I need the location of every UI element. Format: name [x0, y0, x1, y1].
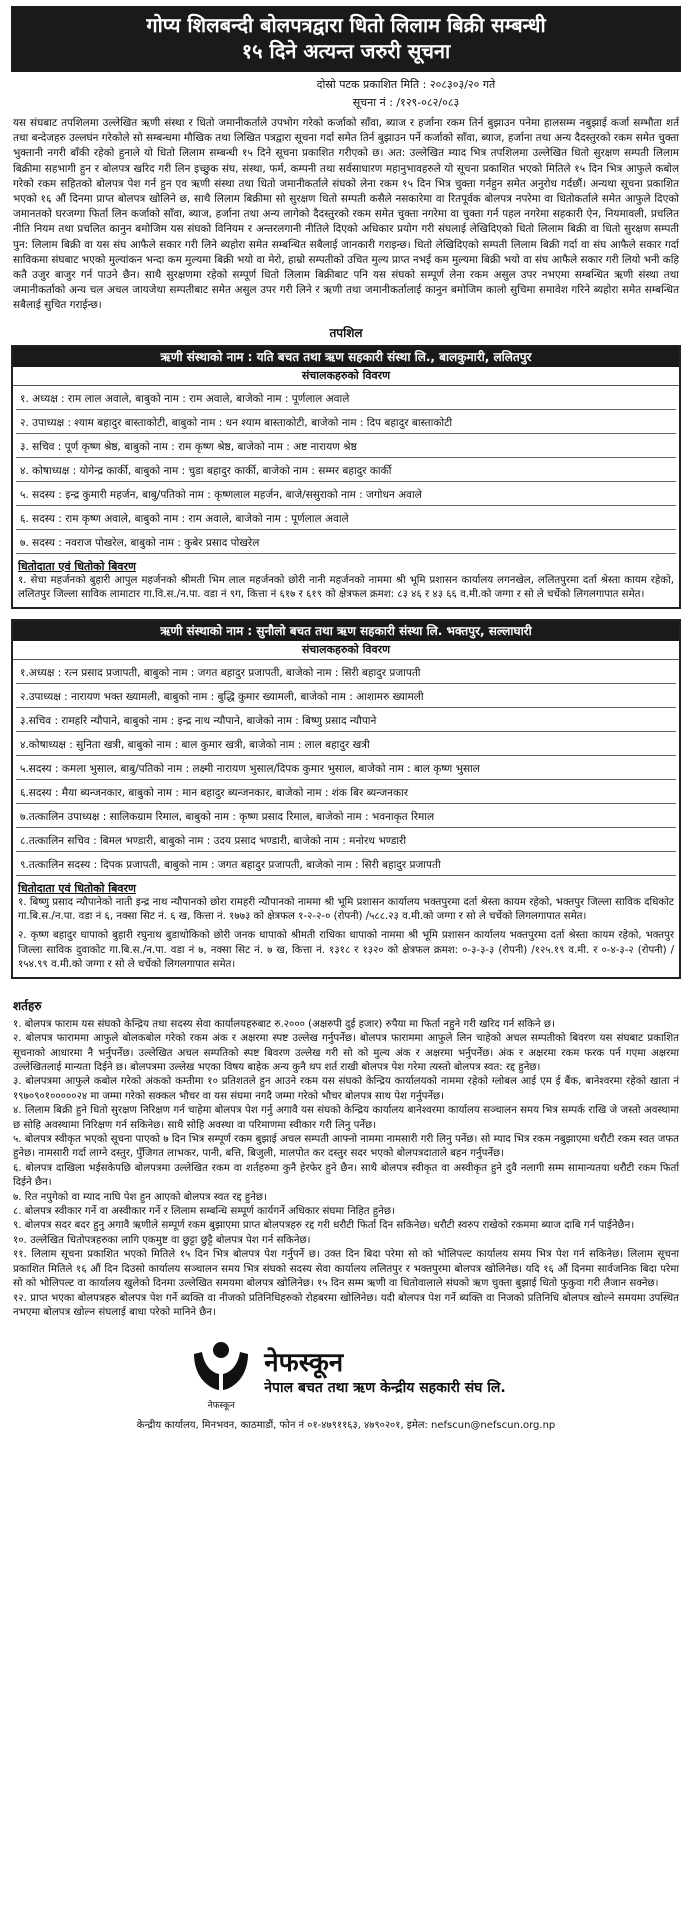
notice-subtitle: १५ दिने अत्यन्त जरुरी सूचना [241, 39, 451, 63]
board-member: १.अध्यक्ष : रत्न प्रसाद प्रजापती, बाबुको नाम : जगत बहादुर प्रजापती, बाजेको नाम : सिरी बहादुर प्रजापती [16, 663, 676, 684]
notice-page [11, 6, 681, 1431]
term-item: ३. बोलपत्रमा आफुले कबोल गरेको अंकको कम्तीमा १० प्रतिशतले हुन आउने रकम यस संघको केन्द्रिय कार्यालयको नाममा रहेको ग्लोबल आई एम ई बैंक, बानेश्वरमा रहेको खाता नं १९७०९०१०००००२४ मा जम्मा गरेको सक्कल भौचर वा यस संघमा नगदै जम्मा गरेको भौचर बोलपत्र साथ पेश गर्नुपर्नेछ। [13, 1076, 679, 1102]
term-item: ४. लिलाम बिक्री हुने धितो सुरक्षण निरिक्षण गर्न चाहेमा बोलपत्र पेश गर्नु अगावै यस संघको केन्द्रिय कार्यालय बानेश्वरमा कार्यालय सञ्चालन समय भित्र सम्पर्क राखि जे जस्तो अवस्थामा छ सोहि अवस्थामा निरिक्षण गर्न सकिनेछ। साथै सोहि अवस्था वा परिमाणमा स्वीकार गरी लिनु पर्नेछ। [13, 1105, 679, 1131]
publication-info [11, 76, 681, 112]
board-member: १. अध्यक्ष : राम लाल अवाले, बाबुको नाम : राम अवाले, बाजेको नाम : पूर्णलाल अवाले [16, 389, 676, 410]
brand-name: नेफस्कून [264, 1347, 344, 1378]
term-item: ७. रित नपुगेको वा म्याद नाघि पेश हुन आएको बोलपत्र स्वत रद्द हुनेछ। [13, 1191, 267, 1203]
org-1-collateral-text: १. सेचा महर्जनको बुहारी आपुल महर्जनको श्रीमती भिम लाल महर्जनको छोरी नानी महर्जनको नाममा श्री भूमि प्रशासन कार्यालय लगनखेल, ललितपुरमा दर्ता श्रेस्ता कायम रहेको, ललितपुर जिल्ला साविक लामाटार गा.वि.स./न.पा. वडा नं ९ग, कित्ता नं ६१७ र ६१९ को क्षेत्रफल क्रमश: ८३ ४६ र ४३ ६६ व.मी.को जग्गा र सो ले चर्चेको लिगलगापात समेत। [18, 574, 674, 601]
board-member: ८.तत्कालिन सचिव : बिमल भण्डारी, बाबुको नाम : उदय प्रसाद भण्डारी, बाजेको नाम : मनोरथ भण्डारी [16, 831, 676, 852]
org-2-collateral-item: २. कृष्ण बहादुर धापाको बुहारी रघुनाथ बुडाथोकिको छोरी जनक धापाको श्रीमती राधिका धापाको नाममा श्री भूमि प्रशासन कार्यालय भक्तपुरमा दर्ता श्रेस्ता कायम रहेको, भक्तपुर जिल्ला साविक दुवाकोट गा.बि.स./न.पा. वडा नं ७, नक्सा सिट नं. ७ ख, कित्ता नं. १३१८ र १३२० को क्षेत्रफल क्रमश: ०-३-३-३ (रोपनी) /१२५.१९ व.मी. र ०-४-३-२ (रोपनी) /१५४.९९ व.मी.को जग्गा र सो ले चर्चेको लिगलगापात समेत। [18, 930, 674, 971]
org-2-board-heading: संचालकहरुको विवरण [13, 641, 679, 660]
footer-address: केन्द्रीय कार्यालय, मिनभवन, काठमाडौं, फोन नं ०१-४७९११६३, ४७९०२०१, इमेल: nefscun@nefscun.org.np [136, 1420, 556, 1432]
nefscun-logo [186, 1334, 256, 1411]
brand-block [264, 1348, 506, 1398]
board-member: ४.कोषाध्यक्ष : सुनिता खत्री, बाबुको नाम : बाल कुमार खत्री, बाजेको नाम : लाल बहादुर खत्री [16, 735, 676, 756]
publication-date: दोस्रो पटक प्रकाशित मिति : २०८३०३/२० गते [316, 78, 496, 91]
term-item: ९. बोलपत्र सदर बदर हुनु अगावै ऋणीले सम्पूर्ण रकम बुझाएमा प्राप्त बोलपत्रहरु रद्द गरी धरौटी फिर्ता दिन सकिनेछ। धरौटी स्वरुप राखेको रकममा ब्याज दाबि गर्न पाईनेछैन। [13, 1220, 635, 1232]
footer [11, 1334, 681, 1411]
board-member: ३. सचिव : पूर्ण कृष्ण श्रेष्ठ, बाबुको नाम : राम कृष्ण श्रेष्ठ, बाजेको नाम : अष्ट नारायण श्रेष्ठ [16, 437, 676, 458]
board-member: ९.तत्कालिन सदस्य : दिपक प्रजापती, बाबुको नाम : जगत बहादुर प्रजापती, बाजेको नाम : सिरी बहादुर प्रजापती [16, 855, 676, 876]
org-full-name: नेपाल बचत तथा ऋण केन्द्रीय सहकारी संघ लि. [264, 1379, 506, 1396]
borrower-org-2 [11, 619, 681, 979]
tapsil-heading: तपशिल [329, 325, 363, 340]
terms-heading: शर्तहरु [13, 998, 42, 1013]
org-1-heading: ऋणी संस्थाको नाम : यति बचत तथा ऋण सहकारी संस्था लि., बालकुमारी, ललितपुर [13, 347, 679, 367]
org-1-collateral-heading: धितोदाता एवं धितोको बिवरण [18, 559, 136, 573]
term-item: १०. उल्लेखित धितोपत्रहरुका लागि एकमुष्ट वा छुट्टा छुट्टै बोलपत्र पेश गर्न सकिनेछ। [13, 1234, 311, 1246]
board-member: २. उपाध्यक्ष : श्याम बहादुर बास्ताकोटी, बाबुको नाम : धन श्याम बास्ताकोटी, बाजेको नाम : दिप बहादुर बास्ताकोटी [16, 413, 676, 434]
terms-list [11, 1018, 681, 1321]
org-2-collateral-item: १. बिष्णु प्रसाद न्यौपानेको नाती इन्द्र नाथ न्यौपानको छोरा रामहरी न्यौपानको नाममा श्री भूमि प्रशासन कार्यालय भक्तपुरमा दर्ता श्रेस्ता कायम रहेको, भक्तपुर जिल्ला साविक दधिकोट गा.बि.स./न.पा. वडा नं ६, नक्सा सिट नं. ६ ख, कित्ता नं. १७७३ को क्षेत्रफल १-२-२-० (रोपनी) /५८८.२३ व.मी.को जग्गा र सो ले चर्चेको लिगलगापात समेत। [18, 896, 674, 923]
board-member: ४. कोषाध्यक्ष : योगेन्द्र कार्की, बाबुको नाम : चुडा बहादुर कार्की, बाजेको नाम : सम्मर बहादुर कार्की [16, 461, 676, 482]
board-member: ५. सदस्य : इन्द्र कुमारी महर्जन, बाबु/पतिको नाम : कृष्णलाल महर्जन, बाजे/ससुराको नाम : जगोधन अवाले [16, 485, 676, 506]
term-item: ८. बोलपत्र स्वीकार गर्ने वा अस्वीकार गर्ने र लिलाम सम्बन्धि सम्पूर्ण कार्यगर्ने अधिकार संघमा निहित हुनेछ। [13, 1206, 395, 1218]
board-member: ७. सदस्य : नवराज पोखरेल, बाबुको नाम : कुबेर प्रसाद पोखरेल [16, 533, 676, 554]
intro-paragraph: यस संघबाट तपशिलमा उल्लेखित ऋणी संस्था र धितो जमानीकर्ताले उपभोग गरेको कर्जाको साँवा, ब्याज र हर्जाना रकम तिर्न बुझाउन पनेमा हालसम्म नबुझाई कर्जा सम्भौता शर्त तथा बन्देजहरु उल्लघंन गरेकोले सो सम्बन्धमा मौखिक तथा लिखित पत्रद्वारा सूचना गर्दा समेत तिर्न बुझाउन पर्ने कर्जाको साँवा, ब्याज, हर्जाना तथा अन्य दैदस्तुरको रकम समेत चुक्ता भुक्तानी नगरी बाँकी रहेको हुनाले यो धितो लिलाम सम्बन्धी १५ दिने सूचना प्रकाशित गरीएको छ। अत: उल्लेखित म्याद भित्र तपशिलमा उल्लेखित धितो सुरक्षण सम्पती लिलाम बिक्रीमा सहभागी हुन र बोलपत्र खरिद गरी लिन इच्छुक संघ, संस्था, फर्म, कम्पनी तथा सर्वसाधारण महानुभावहरुले यो सूचना प्रकाशित भएको मितिले १५ दिन भित्र आफुले कबोल गरेको रकम सहितको बोलपत्र पेश गर्न हुन एव ऋणी संस्था तथा धितो जमानीकर्ताले संघको लेना रकम १५ दिन भित्र चुक्ता गर्नहुन समेत अनुरोध गर्दछौं। अन्यथा सूचना प्रकाशित भएको १६ औं दिनमा प्राप्त बोलपत्र खोलिने छ, साथै लिलाम बिक्रीमा सो सुरक्षण धितो सम्पती कसैले नसकारेमा वा रितपूर्वक बोलपत्र नपरेमा वा धितोकर्ताले समेत आफुले दिएको जमानतको घरजग्गा फिर्ता लिन कर्जाको साँवा, ब्याज, हर्जाना तथा अन्य लागेको दैदस्तुरको रकम समेत चुक्ता नगरेमा वा चुक्ता गर्न पहल नगरेमा सहकारी ऐन, नियमावली, प्रचलित नीति नियम तथा प्रचलित कानुन बमोजिम यस संघको विनियम र अन्तरलगानी नीतिले दिएको अधिकार प्रयोग गरी संघलाई लेखिदिएको धितो लिलाम बिक्री वा धितो सुरक्षण सम्पती पुन: लिलाम बिक्री वा यस संघ आफैले सकार गरी लिने ब्यहोरा समेत सम्बन्धित सबैलाई जानकारी गराइन्छ। धितो लेखिदिएको सम्पती लिलाम बिक्री गर्दा वा संघ आफैले सकार गर्दा साविकमा संघबाट भएको मुल्यांकन भन्दा कम मुल्यमा बिक्री भयो वा मेरो, हाम्रो सम्पतीको उचित मुल्य प्राप्त नभई कम मुल्यमा बिक्री भयो वा संघ आफैले सकार गरी लियो भनी कहि कतै उजुर बाजुर गर्न पाउने छैन। साथै सुरक्षणमा रहेको सम्पूर्ण धितो लिलाम बिक्रीबाट पनि यस संघको सम्पूर्ण लेना रकम असुल उपर नभएमा सम्बन्धित ऋणी संस्था तथा जमानीकर्ताको अन्य चल अचल जायजेथा सम्पतीबाट समेत असुल उपर गरी लिने र ऋणी तथा जमानीकर्तालाई कानुन बमोजिम कालो सुचिमा समावेश गरिने ब्यहोरा समेत सम्बन्धित सबैलाई सुचित गराईन्छ। [13, 117, 679, 312]
board-member: ६.सदस्य : मैया ब्यन्जनकार, बाबुको नाम : मान बहादुर ब्यन्जनकार, बाजेको नाम : शंक बिर ब्यन्जनकार [16, 783, 676, 804]
board-member: ७.तत्कालिन उपाध्यक्ष : सालिकग्राम रिमाल, बाबुको नाम : कृष्ण प्रसाद रिमाल, बाजेको नाम : भवनाकृत रिमाल [16, 807, 676, 828]
notice-title: गोप्य शिलबन्दी बोलपत्रद्वारा धितो लिलाम बिक्री सम्बन्धी [146, 13, 546, 37]
term-item: ११. लिलाम सूचना प्रकाशित भएको मितिले १५ दिन भित्र बोलपत्र पेश गर्नुपर्ने छ। उक्त दिन बिदा परेमा सो को भोलिपल्ट कार्यालय समय भित्र पेश गर्न सकिनेछ। लिलाम सूचना प्रकाशित मितिले १६ औं दिन दिउसो कार्यालय सञ्चालन समय भित्र संघको सदस्य सेवा कार्यालय ललितपुर र भक्तपुरमा बोलपत्र खोलिनेछ। यदि १६ औं दिनमा सार्वजनिक बिदा परेमा सो को भोलिपल्ट वा कार्यालय खुलेको दिनमा उल्लेखित समयमा बोलपत्र खोलिनेछ। १५ दिन सम्म ऋणी वा धितोवालाले संघको ऋण चुक्ता बुझाई धितो फुकुवा गरी लैजान सक्नेछ। [13, 1249, 679, 1290]
term-item: ५. बोलपत्र स्वीकृत भएको सूचना पाएको ७ दिन भित्र सम्पूर्ण रकम बुझाई अचल सम्पती आफ्नो नाममा नामसारी गरी लिनु पर्नेछ। सो म्याद भित्र रकम नबुझाएमा धरौटी रकम स्वत जफत हुनेछ। नामसारी गर्दा लाग्ने दस्तुर, पुँजिगत लाभकर, पानी, बत्ति, बिजुली, मालपोत कर दस्तुर सदर भएको बोलपत्रदाताले बहन गर्नुपर्नेछ। [13, 1134, 679, 1160]
term-item: १२. प्राप्त भएका बोलपत्रहरु बोलपत्र पेश गर्ने ब्यक्ति वा नीजको प्रतिनिधिहरुको रोहबरमा खोलिनेछ। यदी बोलपत्र पेश गर्ने ब्यक्ति वा निजको प्रतिनिधि बोलपत्र खोल्ने समयमा उपस्थित नभएमा बोलपत्र खोल्न संघलाई बाधा परेको मानिने छैन। [13, 1292, 679, 1318]
org-1-board-heading: संचालकहरुको विवरण [13, 367, 679, 386]
org-2-heading: ऋणी संस्थाको नाम : सुनौलो बचत तथा ऋण सहकारी संस्था लि. भक्तपुर, सल्लाघारी [13, 621, 679, 641]
board-member: ५.सदस्य : कमला भुसाल, बाबु/पतिको नाम : लक्ष्मी नारायण भुसाल/दिपक कुमार भुसाल, बाजेको नाम : बाल कृष्ण भुसाल [16, 759, 676, 780]
hands-logo-icon [186, 1334, 256, 1394]
term-item: १. बोलपत्र फाराम यस संघको केन्द्रिय तथा सदस्य सेवा कार्यालयहरुबाट रु.२००० (अक्षरुपी दुई हजार) रुपैया मा फिर्ता नहुने गरी खरिद गर्न सकिने छ। [13, 1018, 555, 1030]
board-member: ३.सचिव : रामहरि न्यौपाने, बाबुको नाम : इन्द्र नाथ न्यौपाने, बाजेको नाम : बिष्णु प्रसाद न्यौपाने [16, 711, 676, 732]
notice-header [11, 6, 681, 72]
term-item: २. बोलपत्र फाराममा आफुले बोलकबोल गरेको रकम अंक र अक्षरमा स्पष्ट उल्लेख गर्नुपर्नेछ। बोलपत्र फाराममा आफुले लिन चाहेको अचल सम्पतीको बिवरण यस संघबाट प्रकाशित सूचनाको आधारमा नै भर्नुपर्नेछ। उल्लेखित अचल सम्पतिको स्पष्ट बिवरण उल्लेख गरी सो को मुल्य अंक र अक्षरमा भर्नुपर्नेछ। अंक र अक्षरमा रकम फरक पर्न गएमा अक्षरमा उल्लेखितलाई मान्यता दिईने छ। बोलपत्रमा उल्लेख भएका विषय बाहेक अन्य कुनै थप शर्त राखी बोलपत्र पेश गरेमा त्यस्तो बोलपत्र स्वत: रद्द हुनेछ। [13, 1033, 679, 1074]
borrower-org-1 [11, 345, 681, 609]
org-2-collateral-heading: धितोदाता एवं धितोको बिवरण [18, 881, 136, 895]
logo-caption: नेफस्कून [207, 1401, 235, 1412]
notice-number: सूचना नं : /१२९-०८२/०८३ [352, 96, 460, 109]
term-item: ६. बोलपत्र दाखिला भईसकेपछि बोलपत्रमा उल्लेखित रकम वा शर्तहरुमा कुनै हेरफेर हुने छैन। साथै बोलपत्र स्वीकृत वा अस्वीकृत हुने दुवै नलागी सम्म सामान्यतया धरौटी रकम फिर्ता दिईने छैन। [13, 1162, 679, 1189]
board-member: २.उपाध्यक्ष : नारायण भक्त ख्यामली, बाबुको नाम : बुद्धि कुमार ख्यामली, बाजेको नाम : आशामरु ख्यामली [16, 687, 676, 708]
board-member: ६. सदस्य : राम कृष्ण अवाले, बाबुको नाम : राम अवाले, बाजेको नाम : पूर्णलाल अवाले [16, 509, 676, 530]
